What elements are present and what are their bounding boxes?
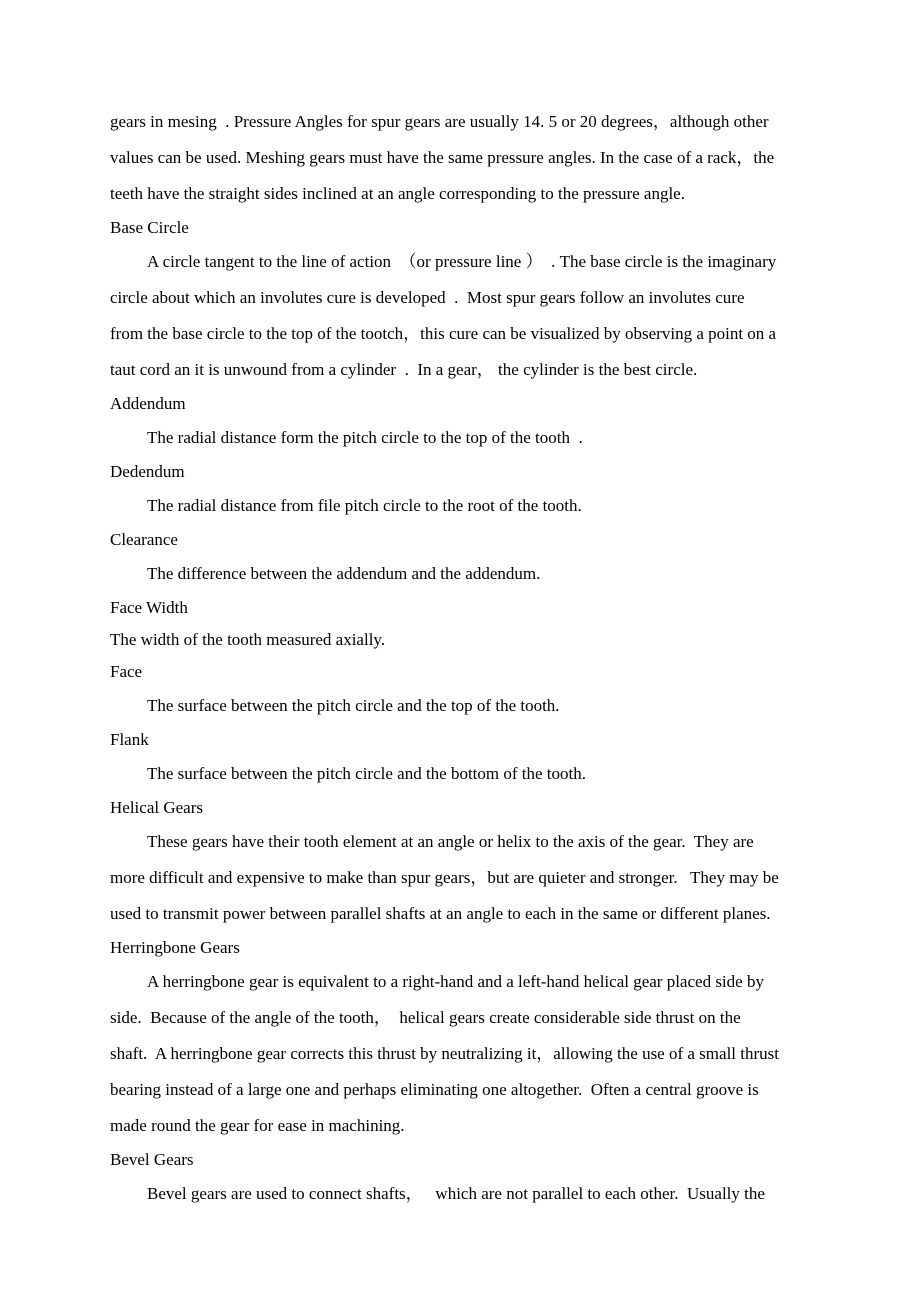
text-line: Bevel gears are used to connect shafts， which are not parallel to each other. Usually the bbox=[147, 1184, 765, 1203]
section-heading: Addendum bbox=[110, 394, 186, 413]
paragraph bbox=[110, 964, 850, 1144]
paragraph bbox=[110, 756, 850, 792]
section-heading: Herringbone Gears bbox=[110, 938, 240, 957]
section-heading: Clearance bbox=[110, 530, 178, 549]
text-line: The radial distance from file pitch circle to the root of the tooth. bbox=[147, 496, 582, 515]
section-heading: Helical Gears bbox=[110, 798, 203, 817]
paragraph bbox=[110, 824, 850, 932]
section-heading: Flank bbox=[110, 730, 149, 749]
section-heading: Face Width bbox=[110, 598, 188, 617]
text-line: made round the gear for ease in machining. bbox=[110, 1116, 405, 1135]
text-line: side. Because of the angle of the tooth， helical gears create considerable side thrust on the bbox=[110, 1008, 741, 1027]
section-heading: Dedendum bbox=[110, 462, 185, 481]
text-line: values can be used. Meshing gears must have the same pressure angles. In the case of a rack，the bbox=[110, 148, 775, 167]
text-line: A circle tangent to the line of action （or pressure line ） . The base circle is the imaginary bbox=[147, 252, 777, 271]
document-body bbox=[110, 104, 850, 1212]
text-line: The radial distance form the pitch circle to the top of the tooth . bbox=[147, 428, 583, 447]
section-heading: The width of the tooth measured axially. bbox=[110, 630, 386, 649]
text-line: more difficult and expensive to make than spur gears，but are quieter and stronger. They may be bbox=[110, 868, 779, 887]
text-line: A herringbone gear is equivalent to a right-hand and a left-hand helical gear placed side by bbox=[147, 972, 764, 991]
section-heading: Face bbox=[110, 662, 143, 681]
text-line: used to transmit power between parallel shafts at an angle to each in the same or different planes. bbox=[110, 904, 771, 923]
paragraph bbox=[110, 244, 850, 388]
text-line: shaft. A herringbone gear corrects this thrust by neutralizing it，allowing the use of a small thrust bbox=[110, 1044, 779, 1063]
section-heading: Bevel Gears bbox=[110, 1150, 194, 1169]
text-line: The difference between the addendum and the addendum. bbox=[147, 564, 541, 583]
paragraph bbox=[110, 488, 850, 524]
text-line: teeth have the straight sides inclined at an angle corresponding to the pressure angle. bbox=[110, 184, 685, 203]
text-line: The surface between the pitch circle and the top of the tooth. bbox=[147, 696, 560, 715]
section-heading: Base Circle bbox=[110, 218, 189, 237]
text-line: taut cord an it is unwound from a cylinder . In a gear， the cylinder is the best circle. bbox=[110, 360, 698, 379]
text-line: from the base circle to the top of the tootch，this cure can be visualized by observing a point on a bbox=[110, 324, 777, 343]
text-line: circle about which an involutes cure is developed . Most spur gears follow an involutes cure bbox=[110, 288, 745, 307]
paragraph bbox=[110, 688, 850, 724]
text-line: These gears have their tooth element at an angle or helix to the axis of the gear. They are bbox=[147, 832, 754, 851]
text-line: bearing instead of a large one and perhaps eliminating one altogether. Often a central groove is bbox=[110, 1080, 759, 1099]
paragraph bbox=[110, 1176, 850, 1212]
paragraph bbox=[110, 420, 850, 456]
text-line: gears in mesing . Pressure Angles for spur gears are usually 14. 5 or 20 degrees，although other bbox=[110, 112, 769, 131]
paragraph bbox=[110, 556, 850, 592]
paragraph bbox=[110, 104, 850, 212]
text-line: The surface between the pitch circle and the bottom of the tooth. bbox=[147, 764, 587, 783]
